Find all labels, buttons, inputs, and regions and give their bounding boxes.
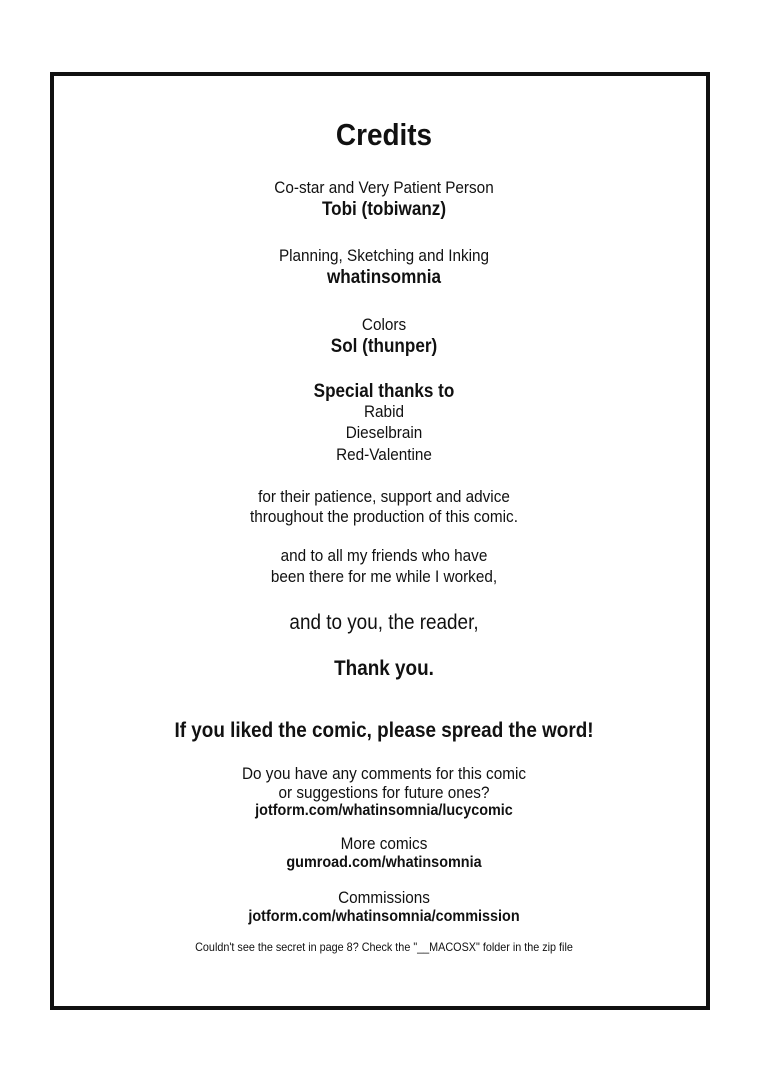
- more-comics-label: More comics: [340, 834, 428, 853]
- credit-role-colors: Colors: [361, 315, 407, 334]
- page-title: Credits: [335, 117, 433, 152]
- thank-you-text: Thank you.: [334, 657, 434, 680]
- more-comics-link[interactable]: gumroad.com/whatinsomnia: [286, 854, 482, 871]
- special-thanks-name-1: Rabid: [364, 402, 404, 421]
- feedback-link[interactable]: jotform.com/whatinsomnia/lucycomic: [255, 802, 513, 819]
- feedback-line-1: Do you have any comments for this comic: [241, 764, 527, 783]
- credit-role-planning: Planning, Sketching and Inking: [278, 246, 490, 265]
- special-thanks-name-2: Dieselbrain: [345, 423, 423, 442]
- secret-footnote: Couldn't see the secret in page 8? Check the "__MACOSX" folder in the zip file: [195, 940, 573, 954]
- commissions-label: Commissions: [338, 888, 430, 907]
- message-line-5: and to you, the reader,: [289, 611, 479, 634]
- commissions-link[interactable]: jotform.com/whatinsomnia/commission: [248, 908, 520, 925]
- message-line-4: been there for me while I worked,: [270, 567, 498, 586]
- feedback-line-2: or suggestions for future ones?: [278, 783, 490, 802]
- credit-role-costar: Co-star and Very Patient Person: [274, 178, 494, 197]
- special-thanks-name-3: Red-Valentine: [336, 445, 432, 464]
- credit-name-costar: Tobi (tobiwanz): [321, 199, 447, 220]
- message-line-2: throughout the production of this comic.: [250, 507, 518, 526]
- message-line-3: and to all my friends who have: [280, 546, 488, 565]
- credit-name-planning: whatinsomnia: [326, 267, 442, 288]
- message-line-1: for their patience, support and advice: [258, 487, 510, 506]
- spread-the-word-text: If you liked the comic, please spread the word!: [174, 719, 594, 742]
- credit-name-colors: Sol (thunper): [330, 336, 438, 357]
- special-thanks-heading: Special thanks to: [313, 381, 455, 402]
